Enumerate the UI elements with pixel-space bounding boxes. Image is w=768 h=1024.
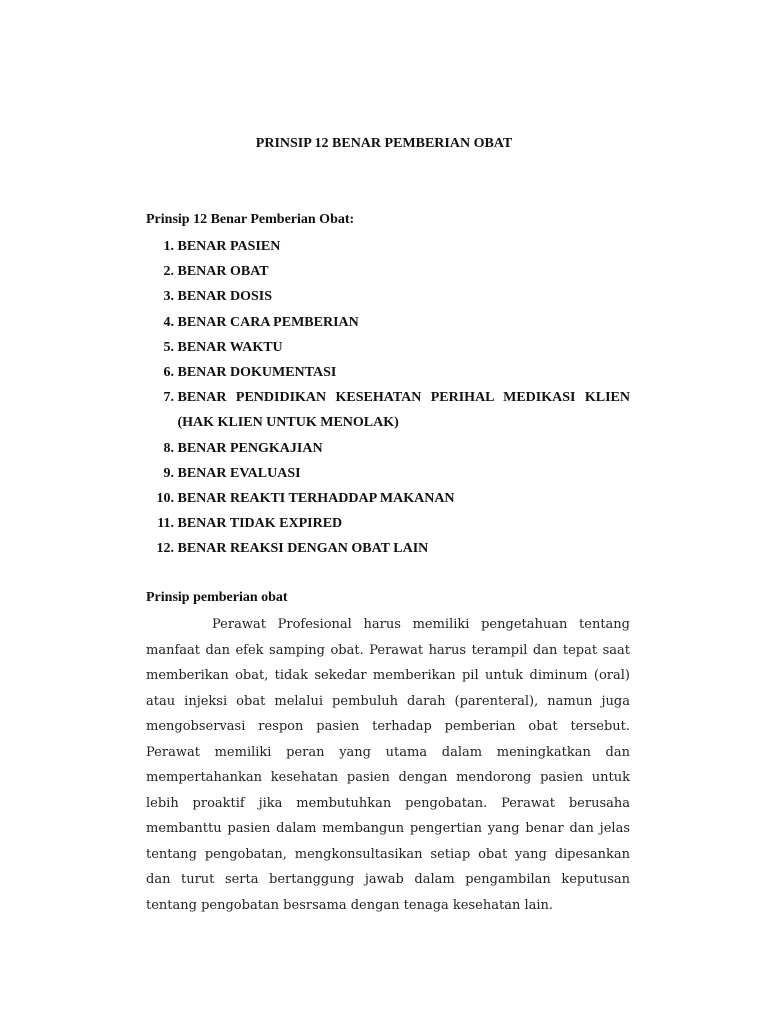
list-item-text: BENAR PASIEN bbox=[177, 239, 281, 254]
list-item-number: 6. bbox=[163, 365, 174, 381]
section-heading: Prinsip pemberian obat bbox=[146, 590, 288, 605]
list-item-number: 1. bbox=[163, 239, 174, 254]
list-item bbox=[146, 486, 630, 511]
list-item-text: BENAR OBAT bbox=[177, 264, 269, 280]
list-item bbox=[146, 360, 630, 385]
list-item bbox=[146, 259, 630, 284]
list-item-number: 4. bbox=[163, 314, 174, 330]
list-item-number: 11. bbox=[157, 516, 174, 532]
list-item-text: BENAR CARA PEMBERIAN bbox=[177, 314, 359, 330]
list-heading: Prinsip 12 Benar Pemberian Obat: bbox=[146, 212, 355, 227]
list-item-number: 9. bbox=[163, 465, 174, 481]
list-item bbox=[146, 284, 630, 309]
list-item bbox=[146, 385, 630, 435]
list-item-text: BENAR EVALUASI bbox=[177, 465, 301, 481]
list-item bbox=[146, 436, 630, 461]
list-item-number: 12. bbox=[156, 541, 174, 557]
list-item-number: 8. bbox=[163, 440, 174, 456]
list-item-text: BENAR REAKSI DENGAN OBAT LAIN bbox=[177, 541, 429, 557]
prinsip-list bbox=[146, 234, 630, 562]
list-item-number: 10. bbox=[156, 491, 174, 507]
list-item bbox=[146, 511, 630, 536]
list-item-number: 3. bbox=[163, 289, 174, 305]
list-item bbox=[146, 310, 630, 335]
list-item-text: BENAR PENGKAJIAN bbox=[177, 440, 323, 456]
list-item-text: BENAR REAKTI TERHADDAP MAKANAN bbox=[177, 491, 455, 507]
body-paragraph: Perawat Profesional harus memiliki pengetahuan tentang manfaat dan efek samping obat. Perawat harus terampil dan tepat saat memberikan obat, tidak sekedar memberikan pil untuk diminum (oral) atau injeksi obat melalui pembuluh darah (parenteral), namun juga mengobservasi respon pasien terhadap pemberian obat tersebut. Perawat memiliki peran yang utama dalam meningkatkan dan mempertahankan kesehatan pasien dengan mendorong pasien untuk lebih proaktif jika membutuhkan pengobatan. Perawat berusaha membanttu pasien dalam membangun pengertian yang benar dan jelas tentang pengobatan, mengkonsultasikan setiap obat yang dipesankan dan turut serta bertanggung jawab dalam pengambilan keputusan tentang pengobatan besrsama dengan tenaga kesehatan lain. bbox=[146, 617, 630, 913]
list-item-text: BENAR DOKUMENTASI bbox=[177, 365, 337, 381]
list-item bbox=[146, 234, 630, 259]
list-item-number: 5. bbox=[163, 339, 174, 355]
list-item-text: BENAR DOSIS bbox=[177, 289, 273, 305]
page-title: PRINSIP 12 BENAR PEMBERIAN OBAT bbox=[255, 136, 513, 151]
list-item-text: BENAR TIDAK EXPIRED bbox=[177, 516, 343, 532]
list-item bbox=[146, 461, 630, 486]
list-item-text: BENAR PENDIDIKAN KESEHATAN PERIHAL MEDIKASI KLIEN (HAK KLIEN UNTUK MENOLAK) bbox=[177, 390, 630, 431]
list-item bbox=[146, 536, 630, 561]
list-item-number: 7. bbox=[163, 390, 174, 406]
list-item-number: 2. bbox=[163, 264, 174, 280]
list-item-text: BENAR WAKTU bbox=[177, 339, 283, 355]
list-item bbox=[146, 335, 630, 360]
